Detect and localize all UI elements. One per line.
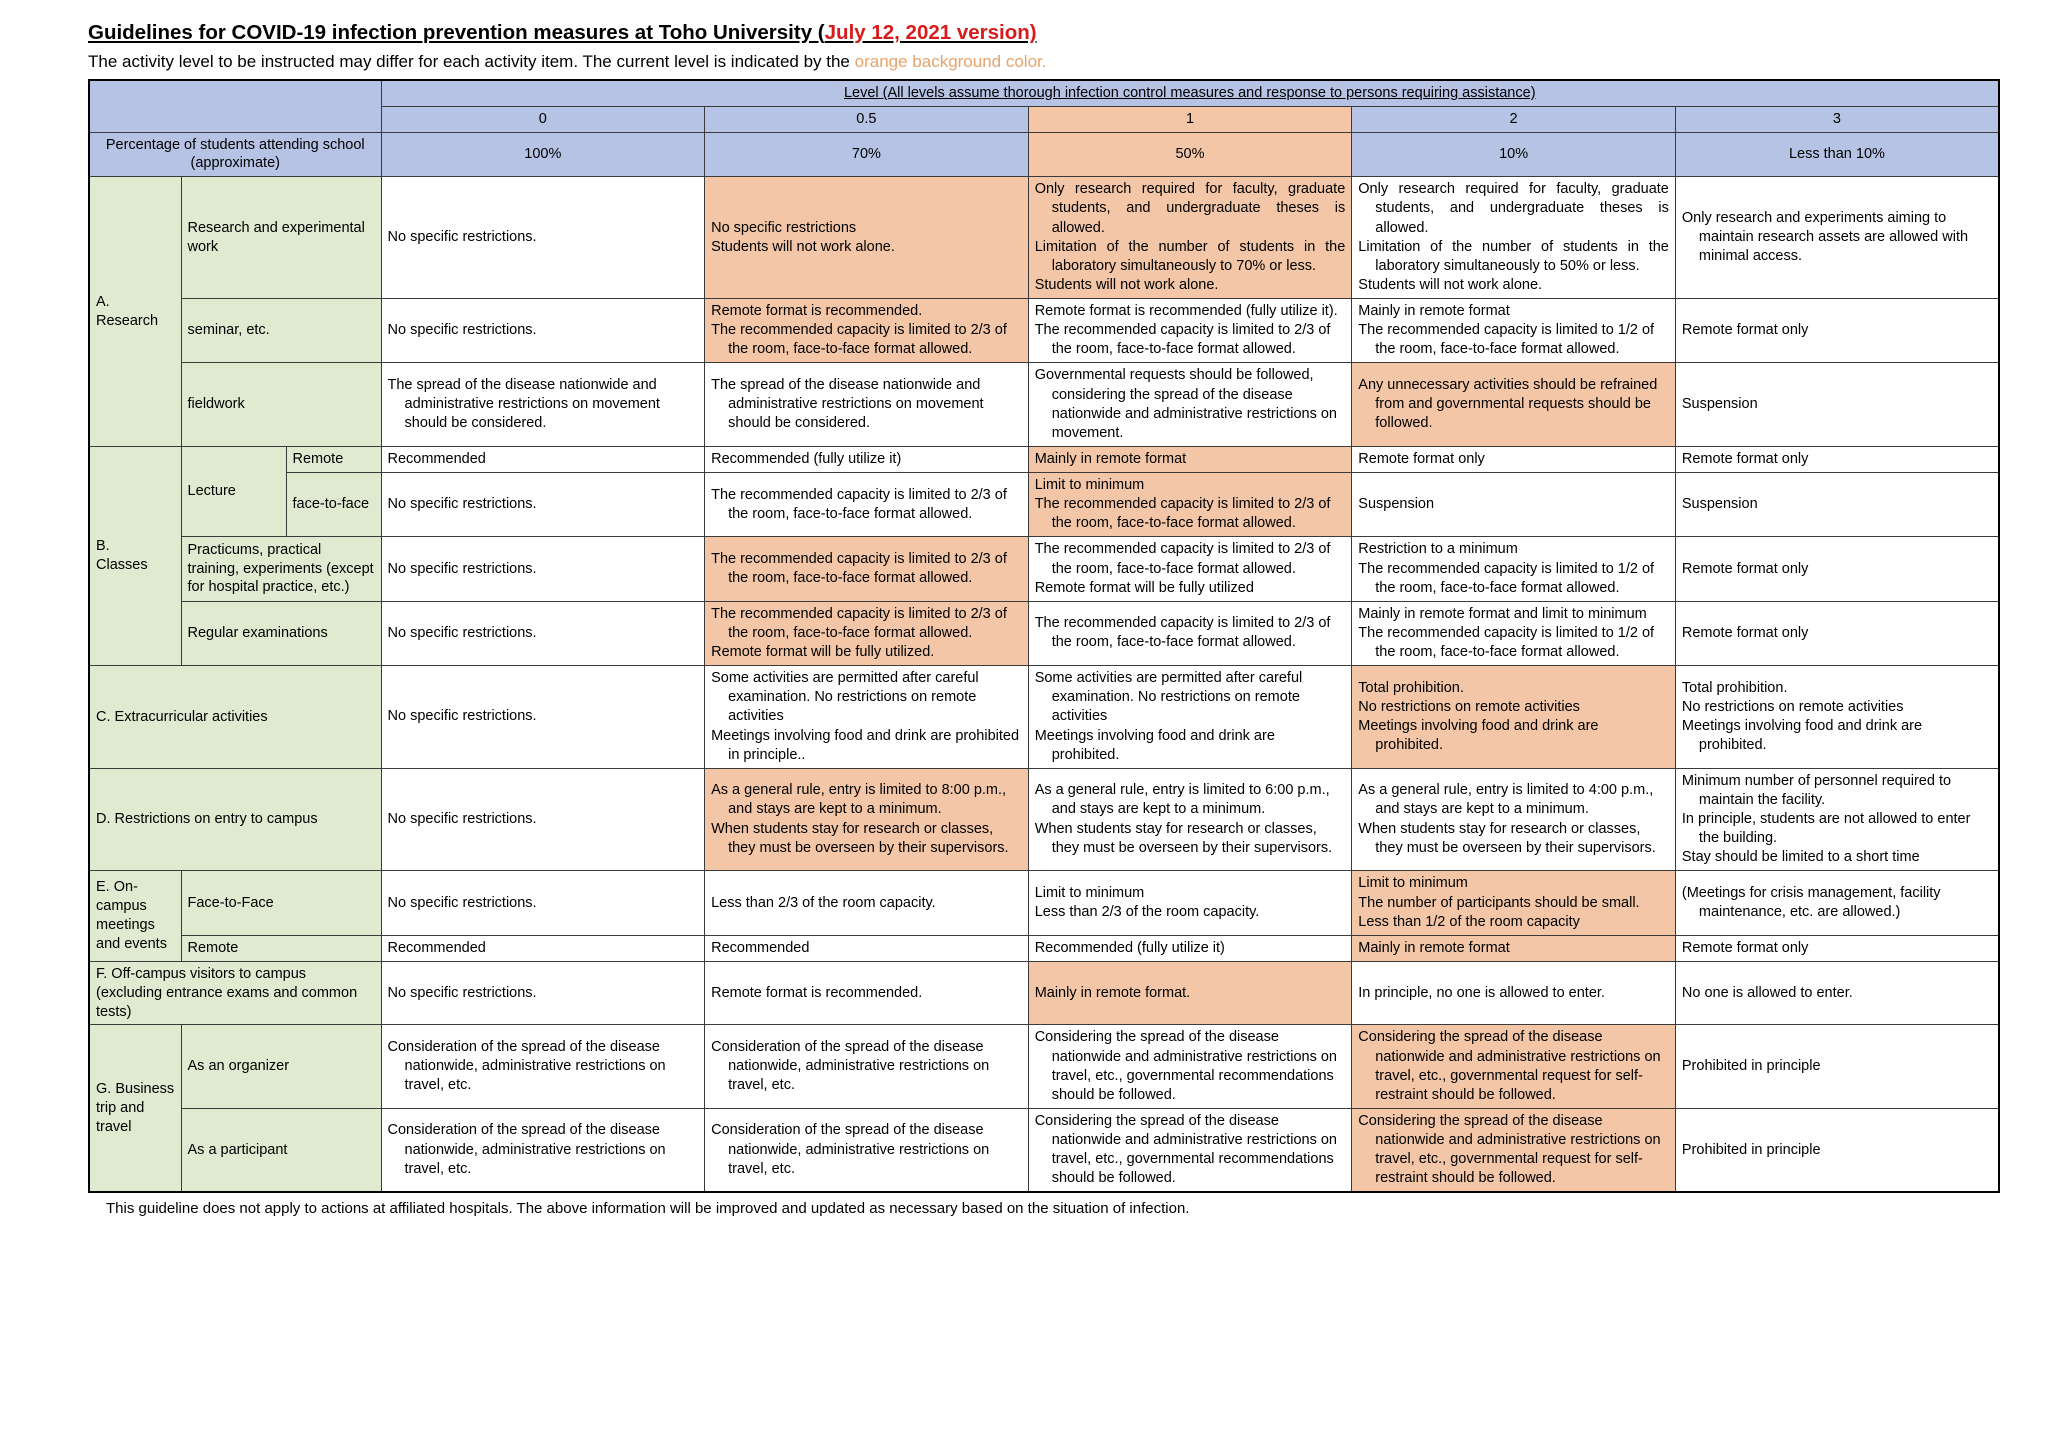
cell-A-1-level-0.5: Remote format is recommended. The recommended capacity is limited to 2/3 of the room, face-to-face format allowed. bbox=[705, 299, 1029, 363]
percentage-level-0.5: 70% bbox=[705, 132, 1029, 177]
row-label-remote: Remote bbox=[286, 446, 381, 472]
table-row bbox=[89, 871, 1999, 935]
cell-B-0-level-3: Remote format only bbox=[1675, 446, 1999, 472]
cell-A-1-level-1: Remote format is recommended (fully utilize it). The recommended capacity is limited to 2/3 of the room, face-to-face format allowed. bbox=[1028, 299, 1352, 363]
cell-G-1-level-3: Prohibited in principle bbox=[1675, 1108, 1999, 1192]
cell-A-0-level-2: Only research required for faculty, graduate students, and undergraduate theses is allowed. Limitation of the number of students in the laboratory simultaneously to 50% or less. Students will not work alone. bbox=[1352, 177, 1676, 299]
cell-D-0-level-1: As a general rule, entry is limited to 6:00 p.m., and stays are kept to a minimum. When students stay for research or classes, they must be overseen by their supervisors. bbox=[1028, 768, 1352, 871]
row-label-seminar-etc: seminar, etc. bbox=[181, 299, 381, 363]
page-subtitle-highlight-note: orange background color. bbox=[854, 51, 1047, 71]
table-row bbox=[89, 446, 1999, 472]
table-row bbox=[89, 961, 1999, 1025]
cell-B-0-level-1: Mainly in remote format bbox=[1028, 446, 1352, 472]
cell-G-0-level-0: Consideration of the spread of the disease nationwide, administrative restrictions on travel, etc. bbox=[381, 1025, 705, 1109]
cell-B-2-level-3: Remote format only bbox=[1675, 537, 1999, 601]
table-row bbox=[89, 768, 1999, 871]
header-level-0: 0 bbox=[381, 106, 705, 132]
guidelines-matrix-table bbox=[88, 79, 2000, 1194]
header-level-2: 2 bbox=[1352, 106, 1676, 132]
table-row bbox=[89, 299, 1999, 363]
table-row bbox=[89, 935, 1999, 961]
cell-B-0-level-0: Recommended bbox=[381, 446, 705, 472]
table-row bbox=[89, 601, 1999, 665]
cell-B-1-level-0: No specific restrictions. bbox=[381, 473, 705, 537]
cell-B-3-level-3: Remote format only bbox=[1675, 601, 1999, 665]
cell-C-0-level-1: Some activities are permitted after careful examination. No restrictions on remote activities Meetings involving food and drink are prohibited. bbox=[1028, 666, 1352, 769]
cell-G-0-level-3: Prohibited in principle bbox=[1675, 1025, 1999, 1109]
cell-B-1-level-0.5: The recommended capacity is limited to 2/3 of the room, face-to-face format allowed. bbox=[705, 473, 1029, 537]
cell-A-0-level-1: Only research required for faculty, graduate students, and undergraduate theses is allowed. Limitation of the number of students in the laboratory simultaneously to 70% or less. Students will not work alone. bbox=[1028, 177, 1352, 299]
cell-E-1-level-0.5: Recommended bbox=[705, 935, 1029, 961]
page-title bbox=[88, 20, 1988, 46]
cell-A-2-level-1: Governmental requests should be followed, considering the spread of the disease nationwide and administrative restrictions on movement. bbox=[1028, 363, 1352, 447]
row-label-face-to-face: face-to-face bbox=[286, 473, 381, 537]
cell-A-1-level-2: Mainly in remote format The recommended capacity is limited to 1/2 of the room, face-to-face format allowed. bbox=[1352, 299, 1676, 363]
cell-A-2-level-0.5: The spread of the disease nationwide and administrative restrictions on movement should be considered. bbox=[705, 363, 1029, 447]
cell-B-2-level-0.5: The recommended capacity is limited to 2/3 of the room, face-to-face format allowed. bbox=[705, 537, 1029, 601]
cell-F-0-level-0: No specific restrictions. bbox=[381, 961, 705, 1025]
cell-D-0-level-0.5: As a general rule, entry is limited to 8:00 p.m., and stays are kept to a minimum. When students stay for research or classes, they must be overseen by their supervisors. bbox=[705, 768, 1029, 871]
cell-B-0-level-0.5: Recommended (fully utilize it) bbox=[705, 446, 1029, 472]
table-row bbox=[89, 1025, 1999, 1109]
cell-C-0-level-0: No specific restrictions. bbox=[381, 666, 705, 769]
cell-B-2-level-2: Restriction to a minimum The recommended capacity is limited to 1/2 of the room, face-to-face format allowed. bbox=[1352, 537, 1676, 601]
percentage-row-label: Percentage of students attending school (approximate) bbox=[89, 132, 381, 177]
cell-B-3-level-0: No specific restrictions. bbox=[381, 601, 705, 665]
cell-A-1-level-0: No specific restrictions. bbox=[381, 299, 705, 363]
header-level-title: Level (All levels assume thorough infection control measures and response to persons requiring assistance) bbox=[381, 80, 1999, 106]
cell-E-1-level-1: Recommended (fully utilize it) bbox=[1028, 935, 1352, 961]
cell-B-3-level-1: The recommended capacity is limited to 2/3 of the room, face-to-face format allowed. bbox=[1028, 601, 1352, 665]
table-row bbox=[89, 537, 1999, 601]
cell-D-0-level-3: Minimum number of personnel required to maintain the facility. In principle, students are not allowed to enter the building. Stay should be limited to a short time bbox=[1675, 768, 1999, 871]
subgroup-label-lecture: Lecture bbox=[181, 446, 286, 537]
cell-G-1-level-0: Consideration of the spread of the disease nationwide, administrative restrictions on travel, etc. bbox=[381, 1108, 705, 1192]
row-label-regular-examinations: Regular examinations bbox=[181, 601, 381, 665]
cell-A-2-level-3: Suspension bbox=[1675, 363, 1999, 447]
row-label-fieldwork: fieldwork bbox=[181, 363, 381, 447]
percentage-level-0: 100% bbox=[381, 132, 705, 177]
cell-A-0-level-0: No specific restrictions. bbox=[381, 177, 705, 299]
header-level-1: 1 bbox=[1028, 106, 1352, 132]
cell-D-0-level-2: As a general rule, entry is limited to 4:00 p.m., and stays are kept to a minimum. When students stay for research or classes, they must be overseen by their supervisors. bbox=[1352, 768, 1676, 871]
cell-E-0-level-0.5: Less than 2/3 of the room capacity. bbox=[705, 871, 1029, 935]
table-row bbox=[89, 363, 1999, 447]
page-title-version: July 12, 2021 version) bbox=[824, 21, 1037, 44]
row-label-as-an-organizer: As an organizer bbox=[181, 1025, 381, 1109]
section-label-F: F. Off-campus visitors to campus (excluding entrance exams and common tests) bbox=[89, 961, 381, 1025]
table-row bbox=[89, 666, 1999, 769]
cell-G-1-level-2: Considering the spread of the disease nationwide and administrative restrictions on travel, etc., governmental request for self-restraint should be followed. bbox=[1352, 1108, 1676, 1192]
percentage-level-3: Less than 10% bbox=[1675, 132, 1999, 177]
cell-A-0-level-0.5: No specific restrictions Students will not work alone. bbox=[705, 177, 1029, 299]
row-label-research-and-experimental-work: Research and experimental work bbox=[181, 177, 381, 299]
section-label-C: C. Extracurricular activities bbox=[89, 666, 381, 769]
row-label-practicums-practical-training-experiments-except-for-hospital-practice-etc: Practicums, practical training, experiments (except for hospital practice, etc.) bbox=[181, 537, 381, 601]
cell-B-2-level-0: No specific restrictions. bbox=[381, 537, 705, 601]
cell-E-0-level-2: Limit to minimum The number of participants should be small. Less than 1/2 of the room capacity bbox=[1352, 871, 1676, 935]
section-label-B: B. Classes bbox=[89, 446, 181, 665]
cell-B-3-level-0.5: The recommended capacity is limited to 2/3 of the room, face-to-face format allowed. Remote format will be fully utilized. bbox=[705, 601, 1029, 665]
row-label-face-to-face: Face-to-Face bbox=[181, 871, 381, 935]
cell-F-0-level-0.5: Remote format is recommended. bbox=[705, 961, 1029, 1025]
cell-C-0-level-2: Total prohibition. No restrictions on remote activities Meetings involving food and drink are prohibited. bbox=[1352, 666, 1676, 769]
cell-F-0-level-2: In principle, no one is allowed to enter. bbox=[1352, 961, 1676, 1025]
section-label-D: D. Restrictions on entry to campus bbox=[89, 768, 381, 871]
table-row bbox=[89, 177, 1999, 299]
cell-B-1-level-2: Suspension bbox=[1352, 473, 1676, 537]
cell-E-0-level-3: (Meetings for crisis management, facility maintenance, etc. are allowed.) bbox=[1675, 871, 1999, 935]
section-label-G: G. Business trip and travel bbox=[89, 1025, 181, 1193]
cell-E-1-level-0: Recommended bbox=[381, 935, 705, 961]
section-label-A: A. Research bbox=[89, 177, 181, 447]
page-title-text: Guidelines for COVID-19 infection prevention measures at Toho University ( bbox=[88, 21, 825, 44]
page-subtitle bbox=[88, 51, 1988, 72]
cell-B-1-level-1: Limit to minimum The recommended capacity is limited to 2/3 of the room, face-to-face format allowed. bbox=[1028, 473, 1352, 537]
cell-A-0-level-3: Only research and experiments aiming to maintain research assets are allowed with minimal access. bbox=[1675, 177, 1999, 299]
row-label-as-a-participant: As a participant bbox=[181, 1108, 381, 1192]
header-corner-blank bbox=[89, 80, 381, 132]
cell-G-0-level-1: Considering the spread of the disease nationwide and administrative restrictions on travel, etc., governmental recommendations should be followed. bbox=[1028, 1025, 1352, 1109]
page-subtitle-text: The activity level to be instructed may differ for each activity item. The current level is indicated by the bbox=[88, 51, 855, 71]
percentage-level-2: 10% bbox=[1352, 132, 1676, 177]
cell-E-1-level-2: Mainly in remote format bbox=[1352, 935, 1676, 961]
cell-B-0-level-2: Remote format only bbox=[1352, 446, 1676, 472]
table-percentage-row bbox=[89, 132, 1999, 177]
cell-A-2-level-2: Any unnecessary activities should be refrained from and governmental requests should be followed. bbox=[1352, 363, 1676, 447]
table-row bbox=[89, 1108, 1999, 1192]
section-label-E: E. On-campus meetings and events bbox=[89, 871, 181, 962]
cell-D-0-level-0: No specific restrictions. bbox=[381, 768, 705, 871]
table-header-row-level bbox=[89, 80, 1999, 106]
cell-G-1-level-1: Considering the spread of the disease nationwide and administrative restrictions on travel, etc., governmental recommendations should be followed. bbox=[1028, 1108, 1352, 1192]
cell-G-0-level-0.5: Consideration of the spread of the disease nationwide, administrative restrictions on travel, etc. bbox=[705, 1025, 1029, 1109]
row-label-remote: Remote bbox=[181, 935, 381, 961]
header-level-0.5: 0.5 bbox=[705, 106, 1029, 132]
cell-C-0-level-3: Total prohibition. No restrictions on remote activities Meetings involving food and drink are prohibited. bbox=[1675, 666, 1999, 769]
cell-E-0-level-0: No specific restrictions. bbox=[381, 871, 705, 935]
cell-A-2-level-0: The spread of the disease nationwide and administrative restrictions on movement should be considered. bbox=[381, 363, 705, 447]
header-level-3: 3 bbox=[1675, 106, 1999, 132]
percentage-level-1: 50% bbox=[1028, 132, 1352, 177]
cell-B-3-level-2: Mainly in remote format and limit to minimum The recommended capacity is limited to 1/2 of the room, face-to-face format allowed. bbox=[1352, 601, 1676, 665]
cell-E-0-level-1: Limit to minimum Less than 2/3 of the room capacity. bbox=[1028, 871, 1352, 935]
cell-F-0-level-1: Mainly in remote format. bbox=[1028, 961, 1352, 1025]
cell-A-1-level-3: Remote format only bbox=[1675, 299, 1999, 363]
table-row bbox=[89, 473, 1999, 537]
cell-B-1-level-3: Suspension bbox=[1675, 473, 1999, 537]
cell-B-2-level-1: The recommended capacity is limited to 2/3 of the room, face-to-face format allowed. Remote format will be fully utilized bbox=[1028, 537, 1352, 601]
cell-F-0-level-3: No one is allowed to enter. bbox=[1675, 961, 1999, 1025]
cell-G-0-level-2: Considering the spread of the disease nationwide and administrative restrictions on travel, etc., governmental request for self-restraint should be followed. bbox=[1352, 1025, 1676, 1109]
cell-G-1-level-0.5: Consideration of the spread of the disease nationwide, administrative restrictions on travel, etc. bbox=[705, 1108, 1029, 1192]
cell-E-1-level-3: Remote format only bbox=[1675, 935, 1999, 961]
footer-note: This guideline does not apply to actions at affiliated hospitals. The above information will be improved and updated as necessary based on the situation of infection. bbox=[106, 1200, 1190, 1218]
cell-C-0-level-0.5: Some activities are permitted after careful examination. No restrictions on remote activities Meetings involving food and drink are prohibited in principle.. bbox=[705, 666, 1029, 769]
